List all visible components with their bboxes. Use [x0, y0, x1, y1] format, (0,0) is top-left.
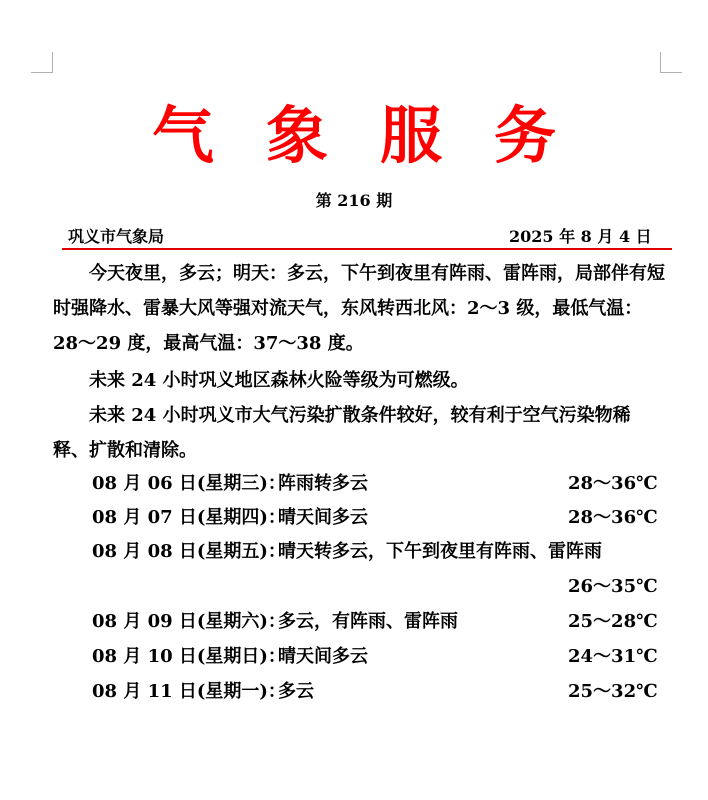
forecast-row — [92, 642, 658, 672]
forest-fire-risk-paragraph: 未来 24 小时巩义地区森林火险等级为可燃级。 — [89, 370, 469, 391]
forecast-row — [92, 537, 658, 597]
forecast-date: 08 月 11 日(星期一)： — [92, 681, 286, 702]
forecast-date: 08 月 07 日(星期四)： — [92, 507, 286, 528]
title-char: 象 — [265, 99, 328, 172]
forecast-weather: 晴天间多云 — [278, 646, 368, 667]
forecast-date: 08 月 06 日(星期三)： — [92, 473, 286, 494]
forecast-date: 08 月 10 日(星期日)： — [92, 646, 286, 667]
title-char: 务 — [494, 99, 557, 172]
title-char: 气 — [151, 99, 214, 172]
forecast-row — [92, 503, 658, 533]
forecast-weather: 多云，有阵雨、雷阵雨 — [278, 611, 458, 632]
red-divider-line — [62, 248, 672, 250]
forecast-temperature: 28～36℃ — [568, 473, 658, 494]
forecast-weather: 阵雨转多云 — [278, 473, 368, 494]
page-corner-mark-top-right — [660, 72, 682, 73]
issue-number: 第 216 期 — [315, 191, 393, 210]
forecast-temperature: 28～36℃ — [568, 507, 658, 528]
title-char: 服 — [380, 99, 443, 172]
page-corner-mark-top-right-vertical — [660, 52, 661, 73]
publish-date: 2025 年 8 月 4 日 — [509, 227, 652, 246]
forecast-row — [92, 677, 658, 707]
organization-name: 巩义市气象局 — [68, 227, 165, 246]
forecast-row — [92, 607, 658, 637]
forecast-date: 08 月 08 日(星期五)： — [92, 541, 286, 562]
forecast-temperature: 24～31℃ — [568, 646, 658, 667]
air-pollution-paragraph: 未来 24 小时巩义市大气污染扩散条件较好，较有利于空气污染物稀释、扩散和清除。 — [53, 405, 631, 461]
page-corner-mark-top-left — [31, 72, 53, 73]
forecast-row — [92, 469, 658, 499]
forecast-date: 08 月 09 日(星期六)： — [92, 611, 286, 632]
document-title — [0, 86, 708, 175]
forecast-temperature: 26～35℃ — [568, 576, 658, 597]
forecast-temperature: 25～28℃ — [568, 611, 658, 632]
forecast-weather: 晴天间多云 — [278, 507, 368, 528]
forecast-weather: 多云 — [278, 681, 314, 702]
forecast-weather: 晴天转多云，下午到夜里有阵雨、雷阵雨 — [278, 541, 602, 562]
forecast-temperature: 25～32℃ — [568, 681, 658, 702]
page-corner-mark-top-left-vertical — [52, 52, 53, 73]
forecast-paragraph-tomorrow: 今天夜里，多云；明天：多云，下午到夜里有阵雨、雷阵雨，局部伴有短时强降水、雷暴大风等强对流天气，东风转西北风：2～3 级，最低气温：28～29 度，最高气温：37～38 度。 — [53, 263, 665, 354]
